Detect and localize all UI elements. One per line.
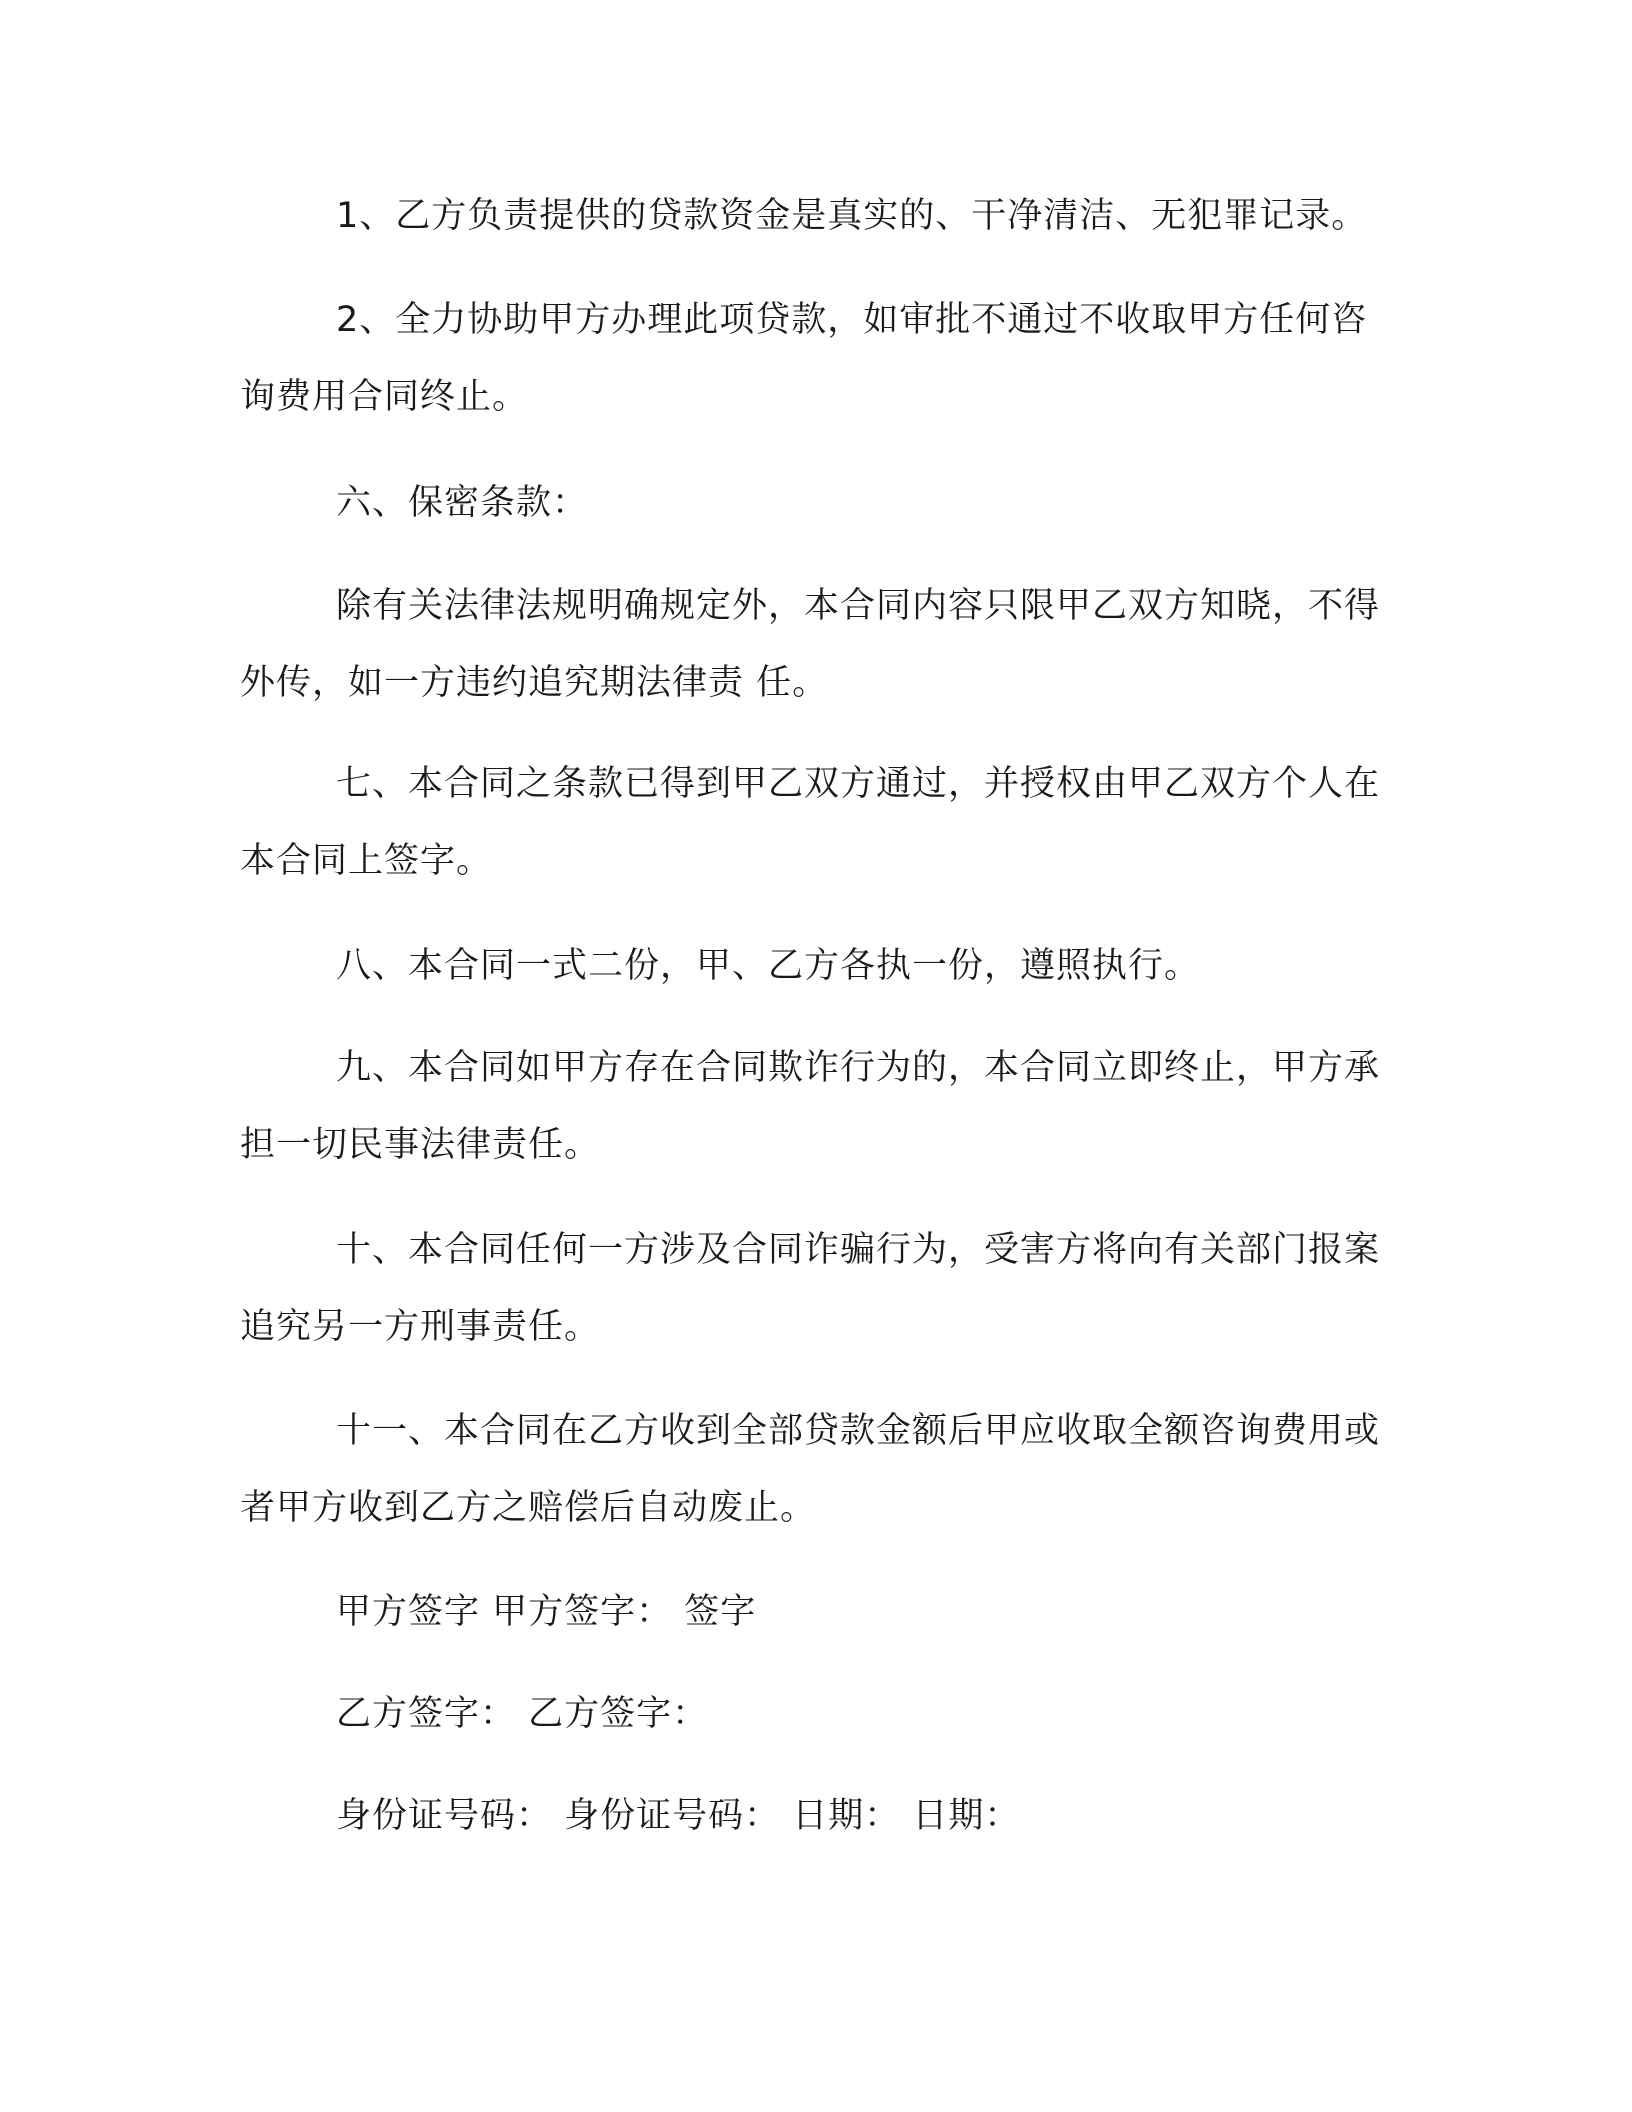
party-b-signature-line: 乙方签字： 乙方签字： [336,1694,709,1734]
party-a-signature-line: 甲方签字 甲方签字： 签字 [336,1592,757,1632]
clause-5-item-1: 1、乙方负责提供的贷款资金是真实的、干净清洁、无犯罪记录。 [336,196,1368,236]
id-and-date-line: 身份证号码： 身份证号码： 日期： 日期： [336,1796,1021,1836]
clause-8: 八、本合同一式二份，甲、乙方各执一份，遵照执行。 [336,946,1201,986]
clause-6-heading: 六、保密条款： [336,483,589,523]
clause-7: 七、本合同之条款已得到甲乙双方通过，并授权由甲乙双方个人在本合同上签字。 [240,764,1381,881]
clause-9: 九、本合同如甲方存在合同欺诈行为的，本合同立即终止，甲方承担一切民事法律责任。 [240,1048,1381,1165]
clause-6-body: 除有关法律法规明确规定外，本合同内容只限甲乙双方知晓，不得外传，如一方违约追究期法律责 任。 [240,586,1381,703]
clause-10: 十、本合同任何一方涉及合同诈骗行为，受害方将向有关部门报案追究另一方刑事责任。 [240,1230,1381,1347]
clause-11: 十一、本合同在乙方收到全部贷款金额后甲应收取全额咨询费用或者甲方收到乙方之赔偿后自动废止。 [240,1411,1381,1528]
clause-5-item-2: 2、全力协助甲方办理此项贷款，如审批不通过不收取甲方任何咨询费用合同终止。 [240,300,1368,417]
